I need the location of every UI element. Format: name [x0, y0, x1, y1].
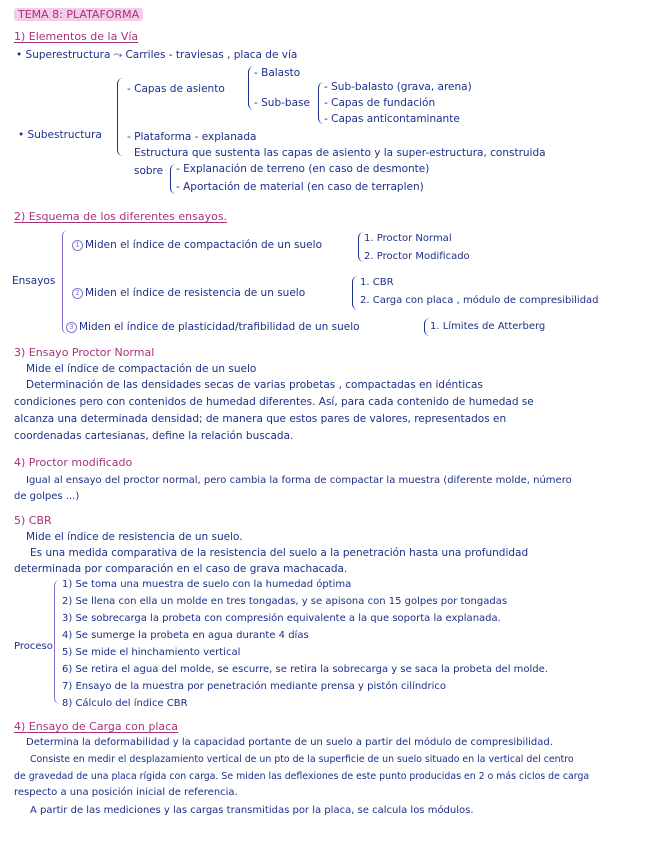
placa-p3: de gravedad de una placa rígida con carga. Se miden las deflexiones de este punto producidas en 2 o más ciclos de carga — [14, 771, 590, 782]
page-title — [14, 8, 143, 22]
cbr-p2: determinada por comparación en el caso de grava machacada. — [14, 563, 348, 575]
proctor-p2: condiciones pero con contenidos de humedad diferentes. Así, para cada contenido de humedad se — [14, 396, 534, 408]
circle-number-3: 3 — [66, 322, 77, 333]
cbr-p1: Es una medida comparativa de la resistencia del suelo a la penetración hasta una profundidad — [30, 547, 529, 559]
circle-number-2: 2 — [72, 288, 83, 299]
plataforma: - Plataforma - explanada — [127, 131, 257, 143]
modificado-p2: de golpes ...) — [14, 491, 80, 502]
limites-atterberg: 1. Límites de Atterberg — [430, 321, 546, 332]
placa-p2: Consiste en medir el desplazamiento vertical de un pto de la superficie de un suelo situado en la vertical del centro — [30, 754, 574, 765]
ensayos-label: Ensayos — [12, 275, 56, 287]
section-4-heading: 4) Proctor modificado — [14, 456, 133, 469]
ensayo-item-1 — [72, 238, 322, 252]
carga-placa: 2. Carga con placa , módulo de compresibilidad — [360, 295, 599, 306]
proceso-step-8: 8) Cálculo del índice CBR — [62, 698, 188, 709]
capas-anticontaminante: - Capas anticontaminante — [324, 113, 460, 125]
proceso-step-6: 6) Se retira el agua del molde, se escurre, se retira la sobrecarga y se saca la probeta del molde. — [62, 664, 548, 675]
proctor-p3: alcanza una determinada densidad; de manera que estos pares de valores, representados en — [14, 413, 507, 425]
aportacion: - Aportación de material (en caso de terraplen) — [176, 181, 424, 193]
cbr-sub: Mide el índice de resistencia de un suelo. — [26, 531, 243, 543]
proceso-step-3: 3) Se sobrecarga la probeta con compresión equivalente a la que soporta la explanada. — [62, 613, 501, 624]
circle-number-1: 1 — [72, 240, 83, 251]
placa-p1: Determina la deformabilidad y la capacidad portante de un suelo a partir del módulo de compresibilidad. — [26, 737, 553, 748]
modificado-p1: Igual al ensayo del proctor normal, pero cambia la forma de compactar la muestra (diferente molde, número — [26, 475, 572, 486]
item-2-brace — [352, 276, 358, 310]
balasto: - Balasto — [254, 67, 301, 79]
ensayo-item-2 — [72, 286, 305, 300]
ensayo-item-2-text: Miden el índice de resistencia de un suelo — [85, 287, 306, 299]
proctor-normal-sub: Mide el índice de compactación de un suelo — [26, 363, 257, 375]
capas-asiento: - Capas de asiento — [127, 83, 225, 95]
proceso-step-7: 7) Ensayo de la muestra por penetración mediante prensa y pistón cilíndrico — [62, 681, 447, 692]
placa-p5: A partir de las mediciones y las cargas transmitidas por la placa, se calcula los módulos. — [30, 805, 474, 816]
page-title-text: TEMA 8: PLATAFORMA — [14, 8, 143, 21]
sub-balasto: - Sub-balasto (grava, arena) — [324, 81, 472, 93]
section-1-heading: 1) Elementos de la Vía — [14, 30, 139, 43]
proceso-step-1: 1) Se toma una muestra de suelo con la humedad óptima — [62, 579, 352, 590]
ensayo-item-3-text: Miden el índice de plasticidad/trafibilidad de un suelo — [79, 321, 360, 333]
proctor-modificado: 2. Proctor Modificado — [364, 251, 470, 262]
section-3-heading: 3) Ensayo Proctor Normal — [14, 346, 155, 359]
subestructura-brace — [117, 78, 123, 156]
capas-fundacion: - Capas de fundación — [324, 97, 436, 109]
placa-p4: respecto a una posición inicial de referencia. — [14, 787, 238, 798]
proctor-normal: 1. Proctor Normal — [364, 233, 452, 244]
section-2-heading: 2) Esquema de los diferentes ensayos. — [14, 210, 228, 223]
proceso-step-2: 2) Se llena con ella un molde en tres tongadas, y se apisona con 15 golpes por tongadas — [62, 596, 508, 607]
proctor-p4: coordenadas cartesianas, define la relación buscada. — [14, 430, 294, 442]
sub-base: - Sub-base — [254, 97, 310, 109]
section-6-heading: 4) Ensayo de Carga con placa — [14, 720, 178, 733]
sobre: sobre — [134, 165, 164, 177]
cbr: 1. CBR — [360, 277, 394, 288]
subestructura-label: • Subestructura — [18, 129, 102, 141]
ensayo-item-3 — [66, 320, 360, 334]
proceso-step-4: 4) Se sumerge la probeta en agua durante 4 días — [62, 630, 309, 641]
superestructura-line: • Superestructura ⤳ Carriles - traviesas , placa de vía — [16, 49, 298, 61]
ensayos-brace — [62, 230, 68, 334]
proceso-label: Proceso — [14, 641, 53, 652]
ensayo-item-1-text: Miden el índice de compactación de un suelo — [85, 239, 322, 251]
estructura-line: Estructura que sustenta las capas de asiento y la super-estructura, construida — [134, 147, 546, 159]
proceso-step-5: 5) Se mide el hinchamiento vertical — [62, 647, 241, 658]
proctor-p1: Determinación de las densidades secas de varias probetas , compactadas en idénticas — [26, 379, 483, 391]
section-5-heading: 5) CBR — [14, 514, 52, 527]
proceso-brace — [54, 580, 60, 704]
explanacion: - Explanación de terreno (en caso de desmonte) — [176, 163, 430, 175]
